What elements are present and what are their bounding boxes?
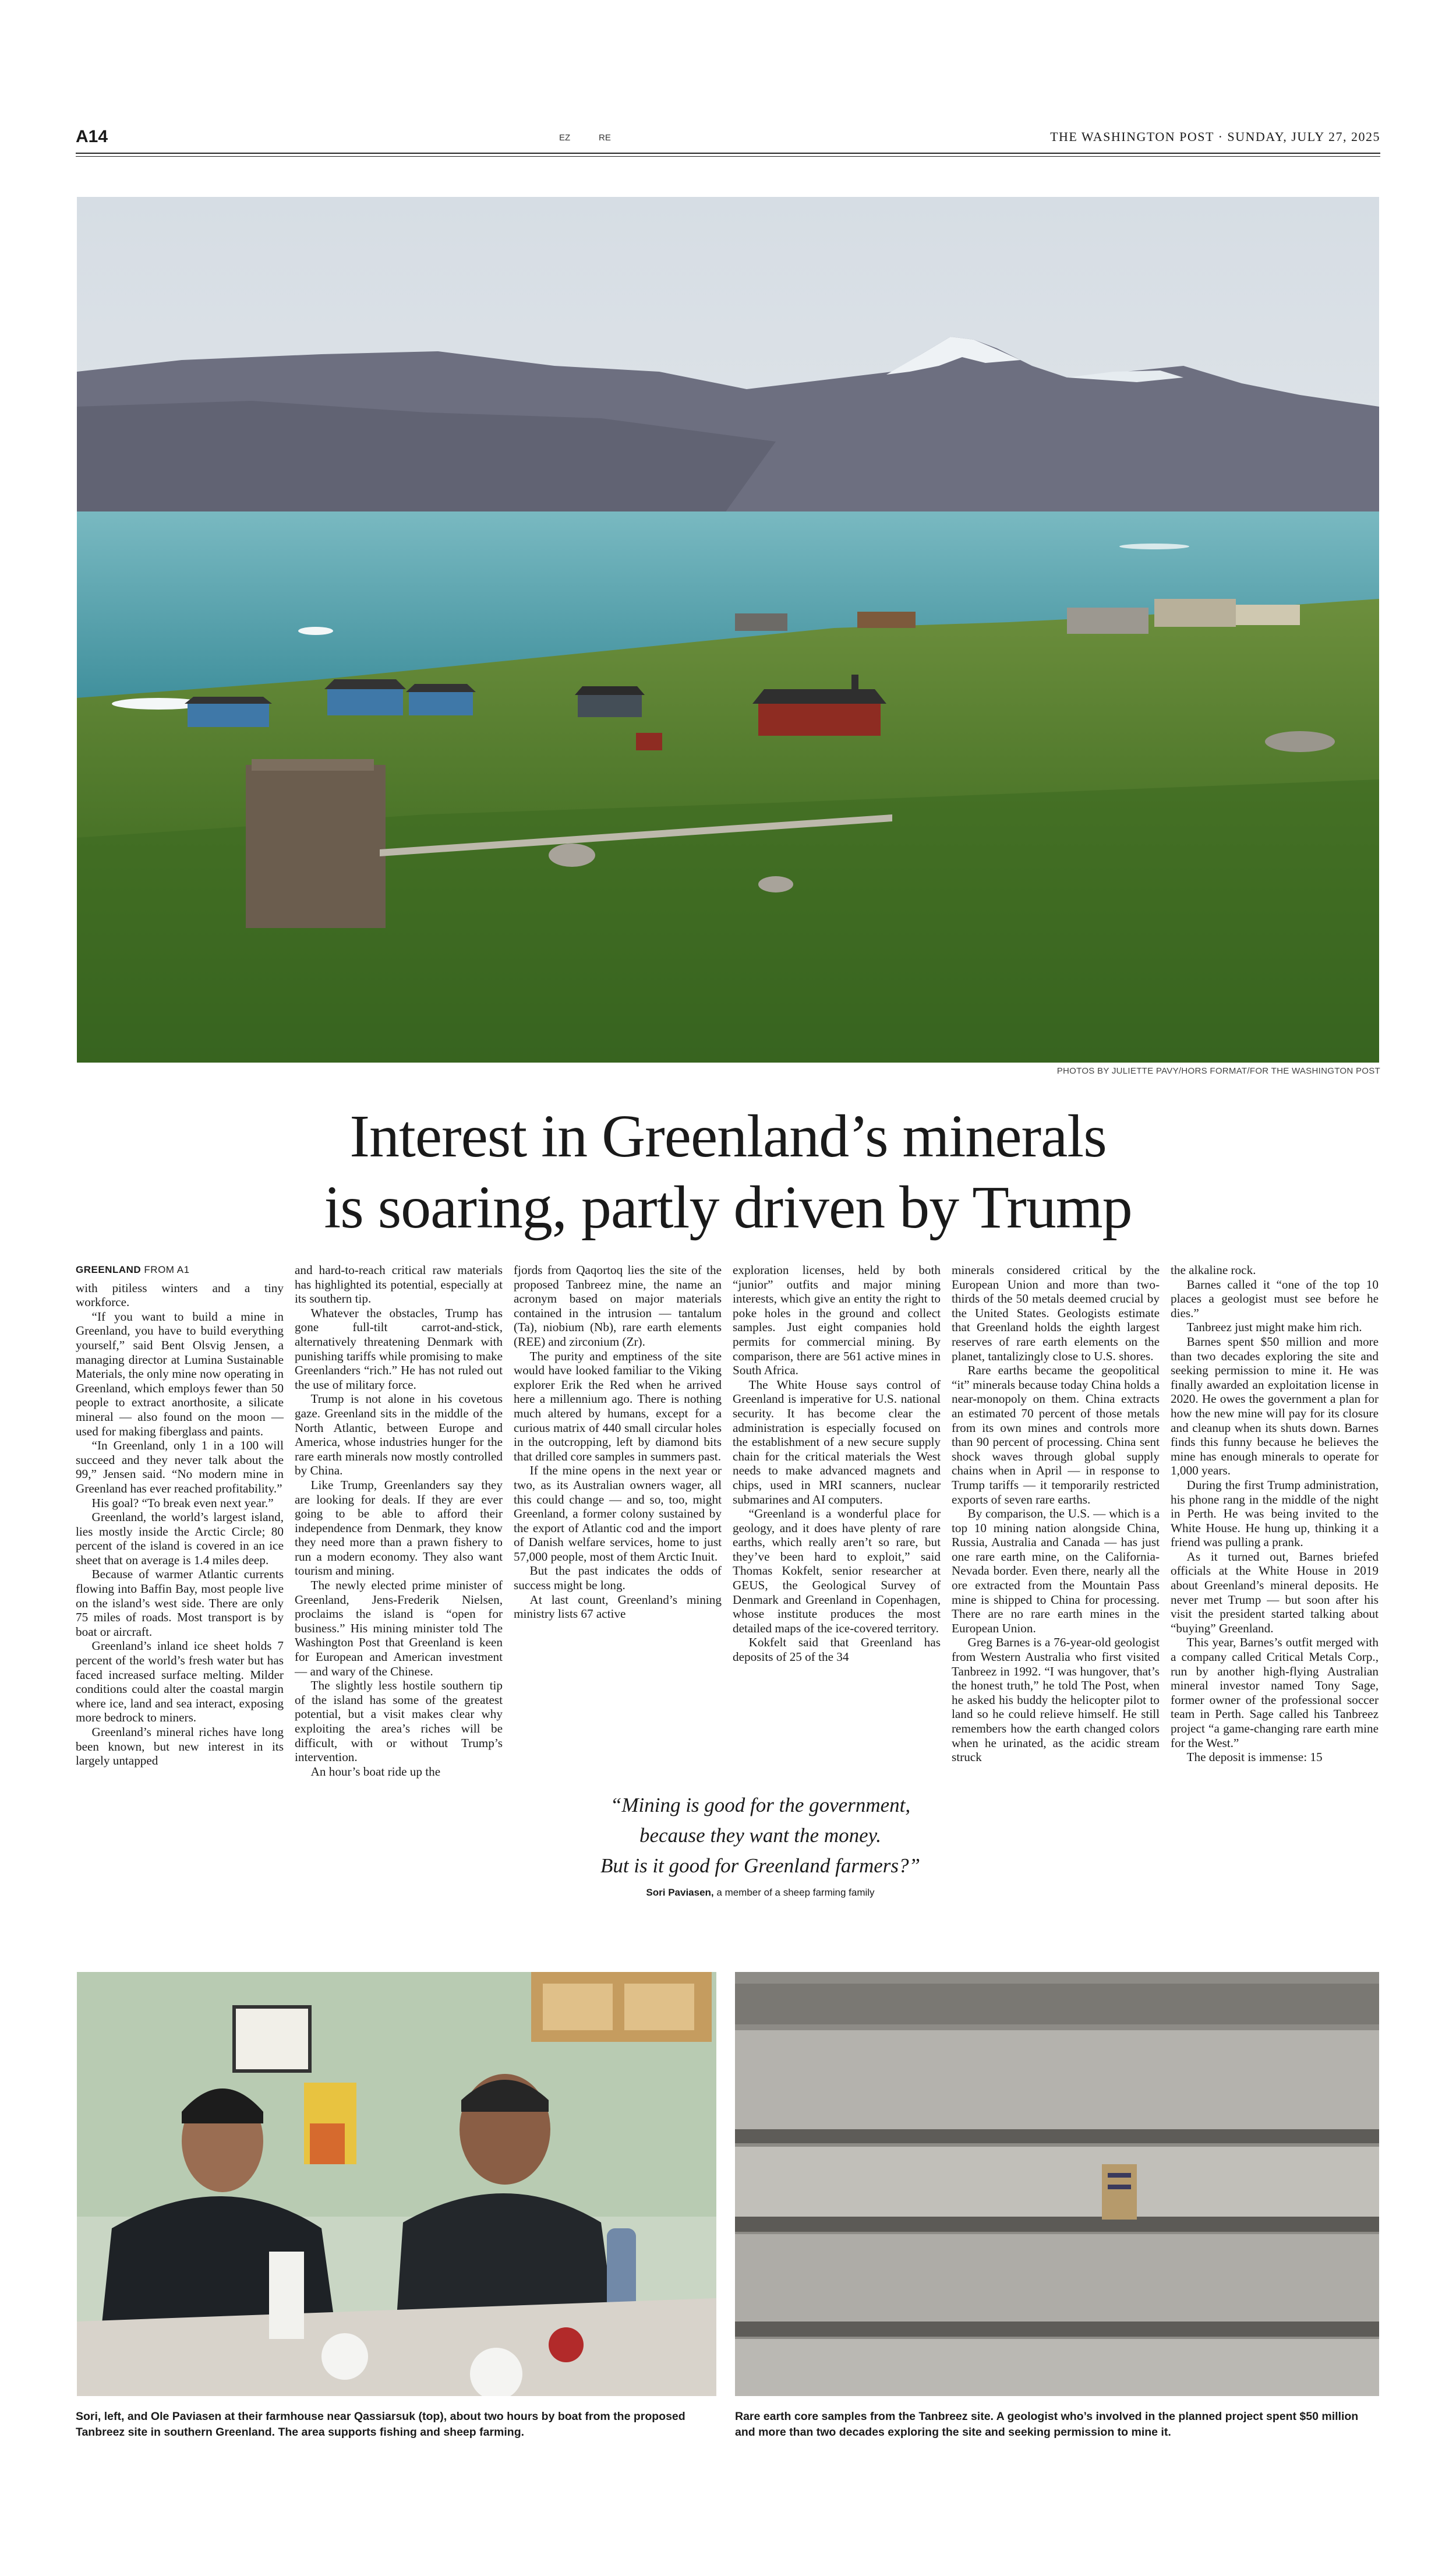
- paragraph: “In Greenland, only 1 in a 100 will succeed and they never talk about the 99,” Jensen said. “No modern mine in Greenland has ever reached profitability.”: [76, 1438, 284, 1495]
- story-column-4: [733, 1263, 941, 1664]
- paragraph: If the mine opens in the next year or two, as its Australian owners wager, all this could change — and so, too, might Greenland, a former colony sustained by the export of Atlantic cod and the import of Danish welfare services, home to just 57,000 people, most of them Arctic Inuit.: [514, 1463, 722, 1564]
- jump-kicker: [76, 1263, 284, 1278]
- paragraph: Tanbreez just might make him rich.: [1186, 1320, 1362, 1335]
- paragraph: Because of warmer Atlantic currents flowing into Baffin Bay, most people live on the island’s west side. There are only 75 miles of roads. Most transport is by boat or aircraft.: [76, 1567, 284, 1639]
- paragraph: Greenland’s mineral riches have long been known, but new interest in its largely untapped: [76, 1725, 284, 1768]
- edition-code-a: EZ: [559, 133, 571, 143]
- paragraph: with pitiless winters and a tiny workforce.: [76, 1280, 284, 1310]
- paragraph: Barnes spent $50 million and more than two decades exploring the site and seeking permission to mine it. He was finally awarded an exploitation license in 2020. He owes the government a plan for how the new mine will pay for its closure and cleanup when its shuts down. Barnes finds this funny because he believes the mine has enough minerals to operate for 1,000 years.: [1171, 1334, 1379, 1478]
- pull-quote-speaker: Sori Paviasen,: [646, 1887, 714, 1898]
- paragraph: Greg Barnes is a 76-year-old geologist from Western Australia who first visited Tanbreez in 1992. “I was hungover, that’s the honest truth,” he told The Post, when he asked his buddy the helicopter pilot to land so he could relieve himself. He still remembers how the earth changed colors when he urinated, as the acidic stream struck: [952, 1635, 1160, 1765]
- paragraph: This year, Barnes’s outfit merged with a company called Critical Metals Corp., run by another high-flying Australian mineral investor named Tony Sage, former owner of the professional soccer team in Perth. Sage called his Tanbreez project “a game-changing rare earth mine for the West.”: [1171, 1635, 1379, 1750]
- paragraph: Greenland, the world’s largest island, lies mostly inside the Arctic Circle; 80 percent of the island is covered in an ice sheet that on average is 1.4 miles deep.: [76, 1510, 284, 1567]
- story-column-1: [76, 1263, 284, 1768]
- paragraph: and hard-to-reach critical raw materials has highlighted its potential, especially at its southern tip.: [295, 1263, 503, 1306]
- paragraph: During the first Trump administration, his phone rang in the middle of the night in Perth. He was being invited to the White House. He hung up, thinking it a friend was pulling a prank.: [1171, 1477, 1379, 1550]
- paragraph: The White House says control of Greenland is imperative for U.S. national security. It has become clear the administration is especially focused on the establishment of a new secure supply chain for the critical materials the West needs to make advanced magnets and chips, used in MRI scanners, nuclear submarines and AI computers.: [733, 1377, 941, 1506]
- paragraph: The deposit is immense: 15: [1186, 1750, 1323, 1765]
- paragraph: By comparison, the U.S. — which is a top 10 mining nation alongside China, Russia, Australia and Canada — has just one rare earth mine, on the California-Nevada border. Even there, nearly all the ore extracted from the Mountain Pass mine is shipped to China for processing. There are no rare earth mines in the European Union.: [952, 1506, 1160, 1635]
- paragraph: “Greenland is a wonderful place for geology, and it does have plenty of rare earths, which really aren’t so rare, but they’ve been hard to exploit,” said Thomas Kokfelt, senior researcher at GEUS, the Geological Survey of Denmark and Greenland in Copenhagen, whose institute produces the most detailed maps of the ice-covered territory.: [733, 1506, 941, 1635]
- paragraph: Like Trump, Greenlanders say they are looking for deals. If they are ever going to be able to afford their independence from Denmark, they know they need more than a prawn fishery to run a modern economy. They also want tourism and mining.: [295, 1477, 503, 1578]
- page-number: A14: [76, 127, 108, 146]
- story-column-3: [514, 1263, 722, 1621]
- caption-core-samples: Rare earth core samples from the Tanbreez site. A geologist who’s involved in the planned project spent $50 million and more than two decades exploring the site and seeking permission to mine it.: [735, 2410, 1359, 2439]
- headline: [76, 1101, 1380, 1243]
- pull-quote-line-2: because they want the money.: [639, 1824, 881, 1847]
- paragraph: Greenland’s inland ice sheet holds 7 percent of the world’s fresh water but has faced increased surface melting. Milder conditions could alter the coastal margin where ice, land and sea interact, exposing more bedrock to miners.: [76, 1639, 284, 1725]
- story-column-2: [295, 1263, 503, 1779]
- paragraph: “If you want to build a mine in Greenland, you have to build everything yourself,” said Bent Olsvig Jensen, a managing director at Lumina Sustainable Materials, the only mine now operating in Greenland, which employs fewer than 50 people to extract anorthosite, a silicate mineral — also found on the moon — used for making fiberglass and paints.: [76, 1309, 284, 1438]
- pull-quote-speaker-desc: a member of a sheep farming family: [716, 1887, 875, 1898]
- core-samples-photo: [735, 1972, 1379, 2396]
- photo-credit: PHOTOS BY JULIETTE PAVY/HORS FORMAT/FOR THE WASHINGTON POST: [1056, 1066, 1380, 1076]
- farmhouse-photo: [77, 1972, 716, 2396]
- pull-quote-attribution: [540, 1887, 980, 1899]
- main-photo: [77, 197, 1379, 1063]
- paragraph: exploration licenses, held by both “junior” outfits and major mining interests, which give an entity the right to poke holes in the ground and collect samples. Just eight companies hold permits for commercial mining. By comparison, there are 561 active mines in South Africa.: [733, 1263, 941, 1378]
- paragraph: Rare earths became the geopolitical “it” minerals because today China holds a near-monopoly on them. China extracts an estimated 70 percent of those metals from its own mines and controls more than 90 percent of processing. China sent shock waves through global supply chains when in April — in response to Trump tariffs — it temporarily restricted exports of seven rare earths.: [952, 1363, 1160, 1506]
- paragraph: His goal? “To break even next year.”: [91, 1495, 274, 1510]
- pull-quote-line-3: But is it good for Greenland farmers?”: [600, 1854, 920, 1877]
- paragraph: minerals considered critical by the European Union and more than two-thirds of the 50 metals deemed crucial by the United States. Geologists estimate that Greenland holds the eighth largest reserves of rare earth elements on the planet, tantalizingly close to U.S. shores.: [952, 1263, 1160, 1363]
- paragraph: But the past indicates the odds of success might be long.: [514, 1564, 722, 1593]
- paragraph: At last count, Greenland’s mining ministry lists 67 active: [514, 1592, 722, 1621]
- edition-code-b: RE: [599, 133, 611, 143]
- headline-line-1: Interest in Greenland’s minerals: [349, 1103, 1107, 1170]
- paragraph: the alkaline rock.: [1171, 1263, 1256, 1277]
- folio-rule: [76, 153, 1380, 154]
- story-column-5: [952, 1263, 1160, 1765]
- paragraph: The slightly less hostile southern tip of the island has some of the greatest potential, but a visit makes clear why exploiting the area’s riches will be difficult, with or without Trump’s intervention.: [295, 1678, 503, 1765]
- paragraph: An hour’s boat ride up the: [310, 1764, 441, 1779]
- paragraph: Barnes called it “one of the top 10 places a geologist must see before he dies.”: [1171, 1277, 1379, 1320]
- pull-quote-text: [540, 1790, 980, 1881]
- paragraph: As it turned out, Barnes briefed officials at the White House in 2019 about Greenland’s mineral deposits. He never met Trump — but soon after his visit the president started talking about “buying” Greenland.: [1171, 1549, 1379, 1635]
- paragraph: The newly elected prime minister of Greenland, Jens-Frederik Nielsen, proclaims the island is “open for business.” His mining minister told The Washington Post that Greenland is keen for European and American investment — and wary of the Chinese.: [295, 1578, 503, 1678]
- pull-quote: [540, 1790, 980, 1899]
- story-column-6: [1171, 1263, 1379, 1765]
- folio-rule-thin: [76, 156, 1380, 157]
- headline-line-2: is soaring, partly driven by Trump: [324, 1174, 1132, 1241]
- paragraph: fjords from Qaqortoq lies the site of the proposed Tanbreez mine, the name an acronym based on major materials contained in the intrusion — tantalum (Ta), niobium (Nb), rare earth elements (REE) and zirconium (Zr).: [514, 1263, 722, 1349]
- kicker-from: FROM A1: [144, 1264, 190, 1275]
- kicker-label: GREENLAND: [76, 1264, 142, 1275]
- paragraph: Trump is not alone in his covetous gaze. Greenland sits in the middle of the North Atlantic, between Europe and America, whose industries hunger for the rare earth minerals now mostly controlled by China.: [295, 1392, 503, 1478]
- paragraph: The purity and emptiness of the site would have looked familiar to the Viking explorer Erik the Red when he arrived here a millennium ago. There is nothing much altered by humans, except for a curious matrix of 440 small circular holes in the outcropping, left by diamond bits that drilled core samples in summers past.: [514, 1349, 722, 1463]
- caption-farmhouse: Sori, left, and Ole Paviasen at their farmhouse near Qassiarsuk (top), about two hours by boat from the proposed Tanbreez site in southern Greenland. The area supports fishing and sheep farming.: [76, 2410, 685, 2439]
- paragraph: Kokfelt said that Greenland has deposits of 25 of the 34: [733, 1635, 941, 1664]
- masthead-dateline: THE WASHINGTON POST · SUNDAY, JULY 27, 2025: [1050, 129, 1380, 144]
- pull-quote-line-1: “Mining is good for the government,: [610, 1794, 911, 1816]
- paragraph: Whatever the obstacles, Trump has gone full-tilt carrot-and-stick, alternatively threatening Denmark with punishing tariffs while promising to make Greenlanders “rich.” He has not ruled out the use of military force.: [295, 1306, 503, 1392]
